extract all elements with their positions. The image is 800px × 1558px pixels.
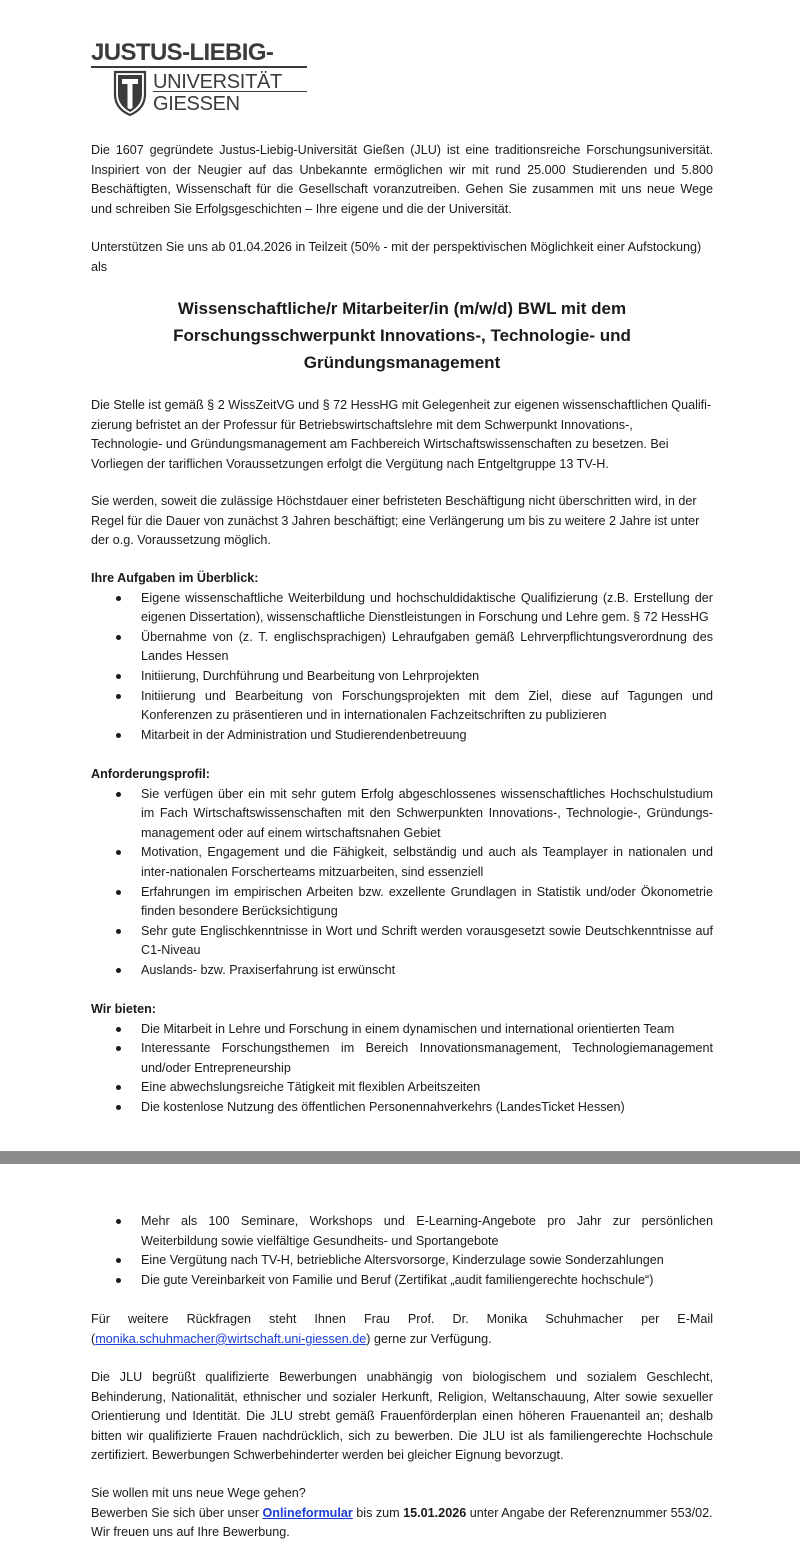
university-logo [91,40,307,120]
support-paragraph [91,238,713,277]
university-shield-icon [113,70,147,116]
requirements-list [91,785,713,981]
list-item: Sie verfügen über ein mit sehr gutem Erfolg abgeschlossenes wissenschaftliches Hochschulstudium im Fach Wirtschaftswissenschaften mit den Schwerpunkten Innovations-, Technologie-, Gründungs-management oder auf einem wirtschaftsnahen Gebiet [91,785,713,844]
apply-text-1: Bewerben Sie sich über unser [91,1505,263,1520]
job-title-line-1: Wissenschaftliche/r Mitarbeiter/in (m/w/d) BWL mit dem [177,299,627,318]
position-line-4: Vorliegen der tariflichen Voraussetzungen erfolgt die Vergütung nach Entgeltgruppe 13 TV-H. [91,456,609,471]
list-item: Mehr als 100 Seminare, Workshops und E-Learning-Angebote pro Jahr zur persönlichen Weiterbildung sowie vielfältige Gesundheits- und Sportangebote [91,1212,713,1251]
requirements-heading: Anforderungsprofil: [91,767,210,781]
diversity-paragraph [91,1368,713,1466]
contact-text-after: ) gerne zur Verfügung. [366,1331,492,1346]
contact-paragraph [91,1310,713,1349]
offer-list [91,1020,713,1118]
list-item: Initiierung und Bearbeitung von Forschungsprojekten mit dem Ziel, diese auf Tagungen und Konferenzen zu präsentieren und in internationalen Fachzeitschriften zu publizieren [91,687,713,726]
support-text: Unterstützen Sie uns ab 01.04.2026 in Teilzeit (50% - mit der perspektivischen Möglichkeit einer Aufstockung) als [91,240,702,274]
logo-rule [91,66,307,68]
apply-question: Sie wollen mit uns neue Wege gehen? [91,1486,306,1500]
offer-section-continued [91,1212,713,1290]
list-item: Übernahme von (z. T. englischsprachigen) Lehraufgaben gemäß Lehrverpflichtungsverordnung des Landes Hessen [91,628,713,667]
list-item: Die Mitarbeit in Lehre und Forschung in einem dynamischen und international orientierten Team [91,1020,713,1040]
job-title-heading [91,295,713,376]
logo-line-2: UNIVERSITÄT [153,71,282,93]
list-item: Interessante Forschungsthemen im Bereich Innovationsmanagement, Technologiemanagement und/oder Entrepreneurship [91,1039,713,1078]
list-item: Initiierung, Durchführung und Bearbeitung von Lehrprojekten [91,667,713,687]
apply-paragraph [91,1484,713,1543]
job-title-line-3: Gründungsmanagement [303,353,501,372]
contact-email-link[interactable]: monika.schuhmacher@wirtschaft.uni-giessen.de [95,1331,367,1346]
list-item: Mitarbeit in der Administration und Studierendenbetreuung [91,726,713,746]
apply-text-2: bis zum [352,1505,404,1520]
page-separator [0,1151,800,1164]
intro-paragraph [91,141,713,219]
list-item: Motivation, Engagement und die Fähigkeit, selbständig und auch als Teamplayer in nationalen und inter-nationalen Forscherteams mitzuarbeiten, sind essenziell [91,843,713,882]
list-item: Erfahrungen im empirischen Arbeiten bzw. exzellente Grundlagen in Statistik und/oder Ökonometrie finden besondere Berücksichtigung [91,883,713,922]
contact-text [91,1310,713,1349]
job-title-line-2: Forschungsschwerpunkt Innovations-, Technologie- und [173,326,631,345]
offer-list-continued [91,1212,713,1290]
position-paragraph [91,396,713,474]
intro-text: Die 1607 gegründete Justus-Liebig-Universität Gießen (JLU) ist eine traditionsreiche Forschungsuniversität. Inspiriert von der Neugier auf das Unbekannte ermöglichen wir mit rund 25.000 Studierenden und 5.800 Beschäftigten, Wissenschaft für die Gesellschaft voranzutreiben. Gehen Sie zusammen mit uns neue Wege und schreiben Sie Erfolgsgeschichten – Ihre eigene und die der Universität. [91,143,713,216]
application-deadline: 15.01.2026 [403,1505,467,1520]
list-item: Die kostenlose Nutzung des öffentlichen Personennahverkehrs (LandesTicket Hessen) [91,1098,713,1118]
tasks-heading: Ihre Aufgaben im Überblick: [91,571,259,585]
logo-line-3: GIESSEN [153,93,240,115]
contact-text-before: Für weitere Rückfragen steht Ihnen Frau Prof. Dr. Monika Schuhmacher per E-Mail ( [91,1312,713,1346]
offer-heading: Wir bieten: [91,1002,156,1016]
list-item: Eigene wissenschaftliche Weiterbildung und hochschuldidaktische Qualifizierung (z.B. Erstellung der eigenen Dissertation), wissenschaftliche Dienstleistungen in Forschung und Lehre gem. § 72 HessHG [91,589,713,628]
diversity-text: Die JLU begrüßt qualifizierte Bewerbungen unabhängig von biologischem und sozialem Geschlecht, Behinderung, Nationalität, ethnischer und sozialer Herkunft, Religion, Weltanschauung, Alter sowie sexueller Orientierung und Identität. Die JLU strebt gemäß Frauenförderplan einen höheren Frauenanteil an; deshalb bitten wir qualifizierte Frauen nachdrücklich, sich zu bewerben. Die JLU ist als familiengerechte Hochschule zertifiziert. Bewerbungen Schwerbehinderter werden bei gleicher Eignung bevorzugt. [91,1370,713,1463]
online-form-link[interactable]: Onlineformular [262,1505,353,1520]
position-text [91,396,713,474]
duration-text: Sie werden, soweit die zulässige Höchstdauer einer befristeten Beschäftigung nicht überschritten wird, in der Regel für die Dauer von zunächst 3 Jahren beschäftigt; eine Verlängerung um bis zu weitere 2 Jahre ist unter der o.g. Voraussetzung möglich. [91,494,700,548]
requirements-section [91,765,713,981]
position-line-1: Die Stelle ist gemäß § 2 WissZeitVG und § 72 HessHG mit Gelegenheit zur eigenen wissenschaftlichen Qualifi- [91,398,712,412]
logo-line-1: JUSTUS-LIEBIG- [91,39,274,66]
position-line-2: zierung befristet an der Professur für Betriebswirtschaftslehre mit dem Schwerpunkt Innovations-, [91,417,633,432]
apply-text [91,1504,713,1524]
list-item: Eine Vergütung nach TV-H, betriebliche Altersvorsorge, Kinderzulage sowie Sonderzahlungen [91,1251,713,1271]
list-item: Eine abwechslungsreiche Tätigkeit mit flexiblen Arbeitszeiten [91,1078,713,1098]
position-line-3: Technologie- und Gründungsmanagement am Fachbereich Wirtschaftswissenschaften zu besetzen. Bei [91,437,669,452]
list-item: Sehr gute Englischkenntnisse in Wort und Schrift werden vorausgesetzt sowie Deutschkenntnisse auf C1-Niveau [91,922,713,961]
apply-closing: Wir freuen uns auf Ihre Bewerbung. [91,1525,290,1540]
job-title [91,295,713,376]
offer-section [91,1000,713,1118]
list-item: Die gute Vereinbarkeit von Familie und Beruf (Zertifikat „audit familiengerechte hochschule“) [91,1271,713,1291]
tasks-section [91,569,713,745]
apply-text-3: unter Angabe der Referenznummer 553/02. [466,1505,713,1520]
tasks-list [91,589,713,746]
list-item: Auslands- bzw. Praxiserfahrung ist erwünscht [91,961,713,981]
duration-paragraph [91,492,713,551]
document-page-2 [0,1164,800,1558]
